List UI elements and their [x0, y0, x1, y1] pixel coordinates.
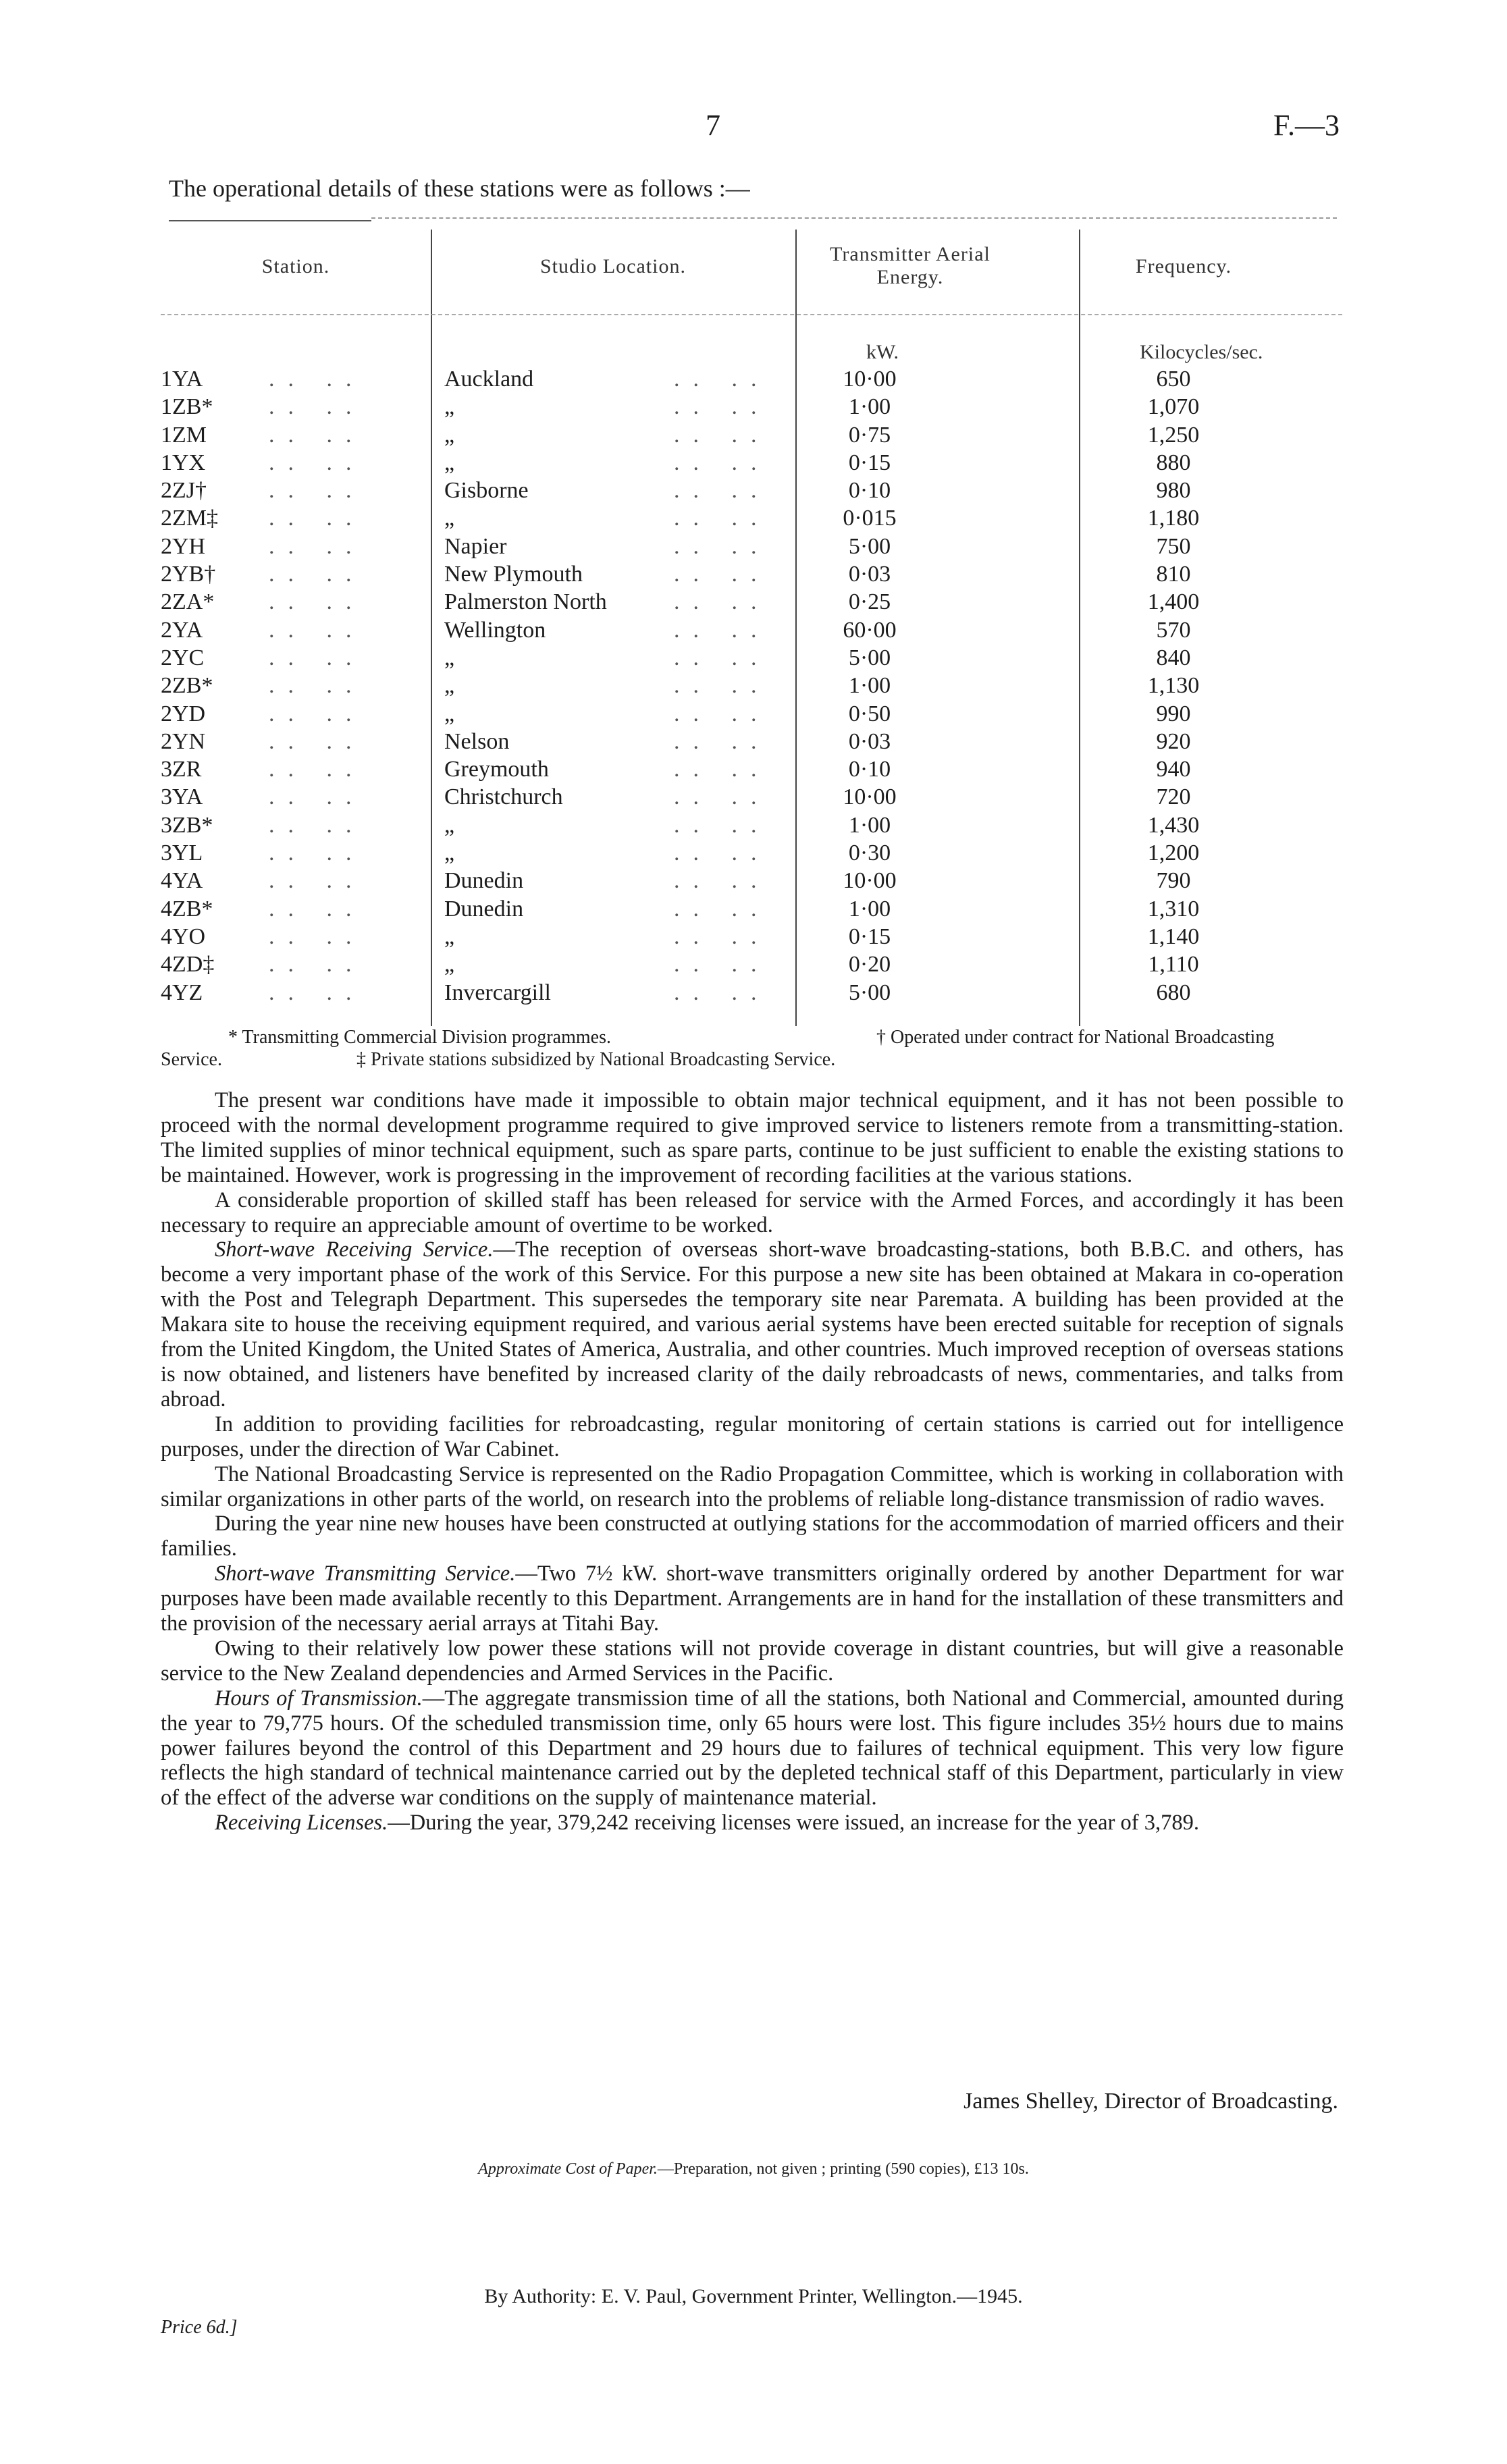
- dot-leader: .. ..: [269, 478, 365, 504]
- dot-leader: .. ..: [674, 589, 770, 615]
- unit-frequency: Kilocycles/sec.: [1140, 341, 1263, 363]
- paragraph: Receiving Licenses.—During the year, 379,242 receiving licenses were issued, an increase for the year of 3,789.: [215, 1811, 1199, 1836]
- dot-leader: .. ..: [269, 923, 365, 949]
- frequency-cell: 1,070: [1147, 394, 1200, 420]
- studio-cell: „: [444, 923, 455, 949]
- dot-leader: .. ..: [269, 784, 365, 810]
- table-row: [161, 504, 1342, 532]
- paragraph: In addition to providing facilities for rebroadcasting, regular monitoring of certain stations is carried out for intelligence purposes, under the direction of War Cabinet.: [161, 1412, 1344, 1462]
- table-row: [161, 923, 1342, 950]
- studio-cell: „: [444, 673, 455, 699]
- station-cell: 2YH: [161, 533, 206, 559]
- frequency-cell: 1,310: [1147, 896, 1200, 921]
- table-row: [161, 560, 1342, 588]
- studio-cell: Wellington: [444, 617, 546, 643]
- dot-leader: .. ..: [674, 506, 770, 531]
- dot-leader: .. ..: [674, 812, 770, 838]
- dot-leader: .. ..: [269, 562, 365, 587]
- studio-cell: New Plymouth: [444, 562, 583, 587]
- studio-cell: „: [444, 840, 455, 866]
- dot-leader: .. ..: [269, 812, 365, 838]
- header-station: Station.: [261, 255, 330, 277]
- energy-cell: 1·00: [848, 394, 891, 420]
- station-cell: 1ZM: [161, 422, 207, 448]
- frequency-cell: 720: [1156, 784, 1191, 810]
- table-row: [161, 533, 1342, 560]
- studio-cell: „: [444, 812, 455, 838]
- paragraph: Owing to their relatively low power these stations will not provide coverage in distant countries, but will give a reasonable service to the New Zealand dependencies and Armed Services in the Pacific.: [161, 1636, 1344, 1686]
- paragraph: During the year nine new houses have been constructed at outlying stations for the accommodation of married officers and their families.: [161, 1511, 1344, 1561]
- station-cell: 3ZB*: [161, 812, 213, 838]
- table-row: [161, 393, 1342, 421]
- frequency-cell: 840: [1156, 645, 1191, 670]
- dot-leader: .. ..: [269, 868, 365, 894]
- table-row: [161, 672, 1342, 699]
- paragraph: The present war conditions have made it impossible to obtain major technical equipment, and it has not been possible to proceed with the normal development programme required to give improved service to listeners remote from a transmitting-station. The limited supplies of minor technical equipment, such as spare parts, continue to be just sufficient to enable the existing stations to be maintained. However, work is progressing in the improvement of recording facilities at the various stations.: [161, 1088, 1344, 1187]
- dot-leader: .. ..: [269, 840, 365, 866]
- paragraph: Hours of Transmission.—The aggregate transmission time of all the stations, both National and Commercial, amounted during the year to 79,775 hours. Of the scheduled transmission time, only 65 hours were lost. This figure includes 35½ hours due to mains power failures beyond the control of this Department and 29 hours due to failures of technical equipment. This very low figure reflects the high standard of technical maintenance carried out by the depleted technical staff of this Department, particularly in view of the effect of the adverse war conditions on the supply of maintenance material.: [161, 1686, 1344, 1811]
- dot-leader: .. ..: [269, 952, 365, 977]
- energy-cell: 5·00: [848, 533, 891, 559]
- cost-of-paper: [0, 2160, 1507, 2178]
- table-row: [161, 783, 1342, 811]
- table-row: [161, 839, 1342, 867]
- dot-leader: .. ..: [674, 701, 770, 726]
- table-row: [161, 895, 1342, 923]
- energy-cell: 1·00: [848, 896, 891, 921]
- studio-cell: „: [444, 701, 455, 726]
- frequency-cell: 1,140: [1147, 923, 1200, 949]
- station-cell: 2ZM‡: [161, 506, 218, 531]
- energy-cell: 0·15: [848, 450, 891, 475]
- energy-cell: 10·00: [843, 784, 897, 810]
- frequency-cell: 1,110: [1148, 952, 1199, 977]
- station-cell: 4ZD‡: [161, 952, 215, 977]
- frequency-cell: 650: [1156, 367, 1191, 392]
- dot-leader: .. ..: [269, 506, 365, 531]
- section-heading: Short-wave Transmitting Service.: [215, 1561, 516, 1586]
- table-top-rule: [371, 217, 1337, 219]
- energy-cell: 0·10: [848, 478, 891, 504]
- frequency-cell: 570: [1156, 617, 1191, 643]
- dot-leader: .. ..: [674, 422, 770, 448]
- energy-cell: 0·03: [848, 728, 891, 754]
- dot-leader: .. ..: [269, 728, 365, 754]
- table-row: [161, 588, 1342, 616]
- frequency-cell: 1,400: [1147, 589, 1200, 615]
- energy-cell: 5·00: [848, 645, 891, 670]
- studio-cell: Greymouth: [444, 757, 549, 782]
- dot-leader: .. ..: [269, 673, 365, 699]
- frequency-cell: 920: [1156, 728, 1191, 754]
- station-cell: 2YB†: [161, 562, 216, 587]
- station-cell: 1YA: [161, 367, 203, 392]
- table-row: [161, 477, 1342, 504]
- dot-leader: .. ..: [269, 367, 365, 392]
- dot-leader: .. ..: [674, 617, 770, 643]
- table-row: [161, 867, 1342, 894]
- energy-cell: 0·10: [848, 757, 891, 782]
- unit-energy: kW.: [866, 341, 899, 363]
- dot-leader: .. ..: [674, 533, 770, 559]
- dot-leader: .. ..: [674, 840, 770, 866]
- report-reference: F.—3: [1273, 109, 1340, 142]
- price: Price 6d.]: [161, 2317, 238, 2338]
- energy-cell: 0·30: [848, 840, 891, 866]
- studio-cell: Napier: [444, 533, 507, 559]
- energy-cell: 1·00: [848, 673, 891, 699]
- dot-leader: .. ..: [674, 394, 770, 420]
- dot-leader: .. ..: [269, 394, 365, 420]
- table-footnotes: [161, 1026, 1342, 1071]
- studio-cell: Nelson: [444, 728, 510, 754]
- dot-leader: .. ..: [269, 645, 365, 670]
- footnote-asterisk: * Transmitting Commercial Division programmes.: [228, 1027, 611, 1048]
- energy-cell: 0·50: [848, 701, 891, 726]
- dot-leader: .. ..: [674, 784, 770, 810]
- table-row: [161, 421, 1342, 449]
- dot-leader: .. ..: [674, 562, 770, 587]
- section-heading: Hours of Transmission.: [215, 1686, 423, 1711]
- station-cell: 2YD: [161, 701, 206, 726]
- dot-leader: .. ..: [269, 589, 365, 615]
- table-intro: The operational details of these stations were as follows :—: [169, 175, 750, 202]
- header-energy: Transmitter Aerial Energy.: [830, 243, 990, 288]
- table-body: [161, 365, 1342, 1007]
- dot-leader: .. ..: [674, 728, 770, 754]
- dot-leader: .. ..: [674, 923, 770, 949]
- dot-leader: .. ..: [269, 896, 365, 921]
- printer-authority: By Authority: E. V. Paul, Government Printer, Wellington.—1945.: [484, 2285, 1023, 2307]
- dot-leader: .. ..: [674, 478, 770, 504]
- station-cell: 4YA: [161, 868, 203, 894]
- table-row: [161, 644, 1342, 672]
- footnote-dagger: † Operated under contract for National Broadcasting: [876, 1027, 1275, 1048]
- frequency-cell: 1,180: [1147, 506, 1200, 531]
- table-row: [161, 365, 1342, 393]
- dot-leader: .. ..: [269, 450, 365, 475]
- station-cell: 3ZR: [161, 757, 202, 782]
- studio-cell: „: [444, 952, 455, 977]
- frequency-cell: 940: [1156, 757, 1191, 782]
- report-body: [161, 1088, 1344, 1836]
- frequency-cell: 990: [1156, 701, 1191, 726]
- dot-leader: .. ..: [674, 868, 770, 894]
- paragraph: The National Broadcasting Service is represented on the Radio Propagation Committee, which is working in collaboration with similar organizations in other parts of the world, on research into the problems of reliable long-distance transmission of radio waves.: [161, 1462, 1344, 1511]
- dot-leader: .. ..: [269, 533, 365, 559]
- dot-leader: .. ..: [269, 980, 365, 1005]
- header-frequency: Frequency.: [1135, 255, 1232, 277]
- table-row: [161, 700, 1342, 728]
- station-cell: 3YL: [161, 840, 203, 866]
- frequency-cell: 1,250: [1147, 422, 1200, 448]
- studio-cell: „: [444, 645, 455, 670]
- table-row: [161, 950, 1342, 978]
- dot-leader: .. ..: [674, 896, 770, 921]
- station-cell: 4YZ: [161, 980, 203, 1005]
- energy-cell: 0·25: [848, 589, 891, 615]
- dot-leader: .. ..: [674, 367, 770, 392]
- station-cell: 2YC: [161, 645, 205, 670]
- station-cell: 2YN: [161, 728, 206, 754]
- frequency-cell: 1,200: [1147, 840, 1200, 866]
- station-cell: 3YA: [161, 784, 203, 810]
- table-row: [161, 728, 1342, 755]
- station-cell: 4YO: [161, 923, 206, 949]
- dot-leader: .. ..: [269, 617, 365, 643]
- energy-cell: 10·00: [843, 367, 897, 392]
- page-number: 7: [706, 109, 720, 142]
- studio-cell: „: [444, 450, 455, 475]
- station-cell: 2ZB*: [161, 673, 213, 699]
- station-cell: 2ZA*: [161, 589, 215, 615]
- paragraph: Short-wave Transmitting Service.—Two 7½ kW. short-wave transmitters originally ordered by another Department for war purposes have been made available recently to this Department. Arrangements are in hand for the installation of these transmitters and the provision of the necessary aerial arrays at Titahi Bay.: [161, 1561, 1344, 1636]
- frequency-cell: 790: [1156, 868, 1191, 894]
- frequency-cell: 1,430: [1147, 812, 1200, 838]
- dot-leader: .. ..: [674, 757, 770, 782]
- table-row: [161, 811, 1342, 839]
- signature: James Shelley, Director of Broadcasting.: [963, 2089, 1338, 2114]
- station-cell: 1YX: [161, 450, 206, 475]
- table-row: [161, 979, 1342, 1007]
- dot-leader: .. ..: [269, 757, 365, 782]
- paragraph: Short-wave Receiving Service.—The reception of overseas short-wave broadcasting-stations, both B.B.C. and others, has become a very important phase of the work of this Service. For this purpose a new site has been obtained at Makara in co-operation with the Post and Telegraph Department. This supersedes the temporary site near Paremata. A building has been provided at the Makara site to house the receiving equipment required, and various aerial systems have been erected suitable for reception of signals from the United Kingdom, the United States of America, Australia, and other countries. Much improved reception of overseas stations is now obtained, and listeners have benefited by increased clarity of the daily rebroadcasts of news, commentaries, and talks from abroad.: [161, 1237, 1344, 1412]
- studio-cell: Invercargill: [444, 980, 551, 1005]
- table-row: [161, 616, 1342, 644]
- station-cell: 4ZB*: [161, 896, 213, 921]
- dot-leader: .. ..: [674, 980, 770, 1005]
- dot-leader: .. ..: [269, 701, 365, 726]
- header-rule: [161, 314, 1342, 315]
- dot-leader: .. ..: [674, 673, 770, 699]
- table-row: [161, 755, 1342, 783]
- energy-cell: 0·75: [848, 422, 891, 448]
- energy-cell: 10·00: [843, 868, 897, 894]
- footnote-continuation: Service.: [161, 1049, 222, 1070]
- studio-cell: Dunedin: [444, 868, 524, 894]
- energy-cell: 0·015: [843, 506, 897, 531]
- cost-text: —Preparation, not given ; printing (590 copies), £13 10s.: [657, 2160, 1029, 2178]
- studio-cell: Christchurch: [444, 784, 563, 810]
- frequency-cell: 680: [1156, 980, 1191, 1005]
- energy-cell: 1·00: [848, 812, 891, 838]
- intro-rule: [169, 220, 371, 221]
- studio-cell: Gisborne: [444, 478, 529, 504]
- studio-cell: Auckland: [444, 367, 534, 392]
- dot-leader: .. ..: [674, 952, 770, 977]
- frequency-cell: 810: [1156, 562, 1191, 587]
- energy-cell: 60·00: [843, 617, 897, 643]
- dot-leader: .. ..: [674, 450, 770, 475]
- frequency-cell: 980: [1156, 478, 1191, 504]
- studio-cell: „: [444, 394, 455, 420]
- frequency-cell: 880: [1156, 450, 1191, 475]
- station-cell: 2YA: [161, 617, 203, 643]
- studio-cell: „: [444, 422, 455, 448]
- footnote-double-dagger: ‡ Private stations subsidized by National Broadcasting Service.: [356, 1049, 836, 1070]
- section-heading: Receiving Licenses.: [215, 1811, 388, 1836]
- paragraph: A considerable proportion of skilled staff has been released for service with the Armed Forces, and accordingly it has been necessary to require an appreciable amount of overtime to be worked.: [161, 1187, 1344, 1237]
- energy-cell: 0·03: [848, 562, 891, 587]
- dot-leader: .. ..: [269, 422, 365, 448]
- dot-leader: .. ..: [674, 645, 770, 670]
- energy-cell: 0·20: [848, 952, 891, 977]
- studio-cell: Dunedin: [444, 896, 524, 921]
- energy-cell: 5·00: [848, 980, 891, 1005]
- cost-label: Approximate Cost of Paper.: [478, 2160, 658, 2178]
- studio-cell: Palmerston North: [444, 589, 607, 615]
- studio-cell: „: [444, 506, 455, 531]
- table-row: [161, 449, 1342, 477]
- station-cell: 2ZJ†: [161, 478, 207, 504]
- station-cell: 1ZB*: [161, 394, 213, 420]
- section-heading: Short-wave Receiving Service.: [215, 1237, 494, 1262]
- header-studio: Studio Location.: [540, 255, 686, 277]
- energy-cell: 0·15: [848, 923, 891, 949]
- frequency-cell: 1,130: [1147, 673, 1200, 699]
- frequency-cell: 750: [1156, 533, 1191, 559]
